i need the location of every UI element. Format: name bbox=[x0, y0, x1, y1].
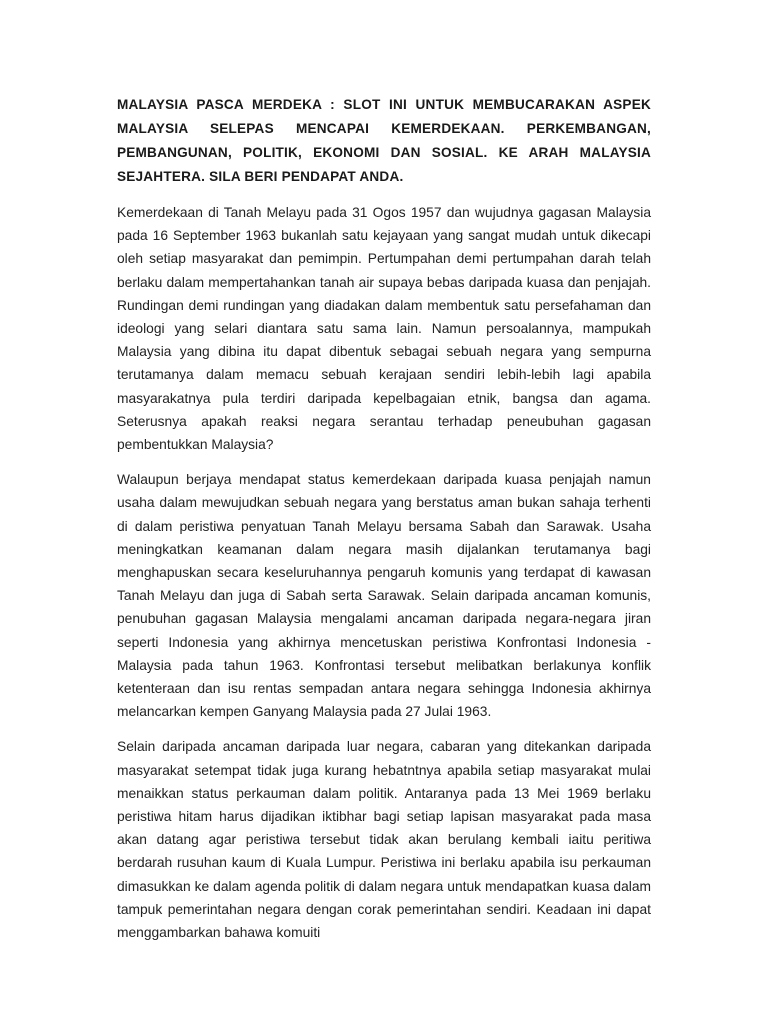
document-heading: MALAYSIA PASCA MERDEKA : SLOT INI UNTUK MEMBUCARAKAN ASPEK MALAYSIA SELEPAS MENCAPAI KEMERDEKAAN. PERKEMBANGAN, PEMBANGUNAN, POLITIK, EKONOMI DAN SOSIAL. KE ARAH MALAYSIA SEJAHTERA. SILA BERI PENDAPAT ANDA. bbox=[117, 97, 651, 184]
paragraph-3: Selain daripada ancaman daripada luar negara, cabaran yang ditekankan daripada masyarakat setempat tidak juga kurang hebatntnya apabila setiap masyarakat mulai menaikkan status perkauman dalam politik. Antaranya pada 13 Mei 1969 berlaku peristiwa hitam harus dijadikan iktibhar bagi setiap lapisan masyarakat pada masa akan datang agar peristiwa tersebut tidak akan berulang kembali iaitu peritiwa berdarah rusuhan kaum di Kuala Lumpur. Peristiwa ini berlaku apabila isu perkauman dimasukkan ke dalam agenda politik di dalam negara untuk mendapatkan kuasa dalam tampuk pemerintahan negara dengan corak pemerintahan sendiri. Keadaan ini dapat menggambarkan bahawa komuiti bbox=[117, 739, 651, 941]
document-body bbox=[117, 93, 651, 956]
paragraph-1: Kemerdekaan di Tanah Melayu pada 31 Ogos 1957 dan wujudnya gagasan Malaysia pada 16 September 1963 bukanlah satu kejayaan yang sangat mudah untuk dikecapi oleh setiap masyarakat dan pemimpin. Pertumpahan demi pertumpahan darah telah berlaku dalam mempertahankan tanah air supaya bebas daripada kuasa dan penjajah. Rundingan demi rundingan yang diadakan dalam membentuk satu persefahaman dan ideologi yang selari diantara satu sama lain. Namun persoalannya, mampukah Malaysia yang dibina itu dapat dibentuk sebagai sebuah negara yang sempurna terutamanya dalam memacu sebuah kerajaan sendiri lebih-lebih lagi apabila masyarakatnya pula terdiri daripada kepelbagaian etnik, bangsa dan agama. Seterusnya apakah reaksi negara serantau terhadap peneubuhan gagasan pembentukkan Malaysia? bbox=[117, 205, 651, 453]
paragraph-2: Walaupun berjaya mendapat status kemerdekaan daripada kuasa penjajah namun usaha dalam mewujudkan sebuah negara yang berstatus aman bukan sahaja terhenti di dalam peristiwa penyatuan Tanah Melayu bersama Sabah dan Sarawak. Usaha meningkatkan keamanan dalam negara masih dijalankan terutamanya bagi menghapuskan secara keseluruhannya pengaruh komunis yang terdapat di kawasan Tanah Melayu dan juga di Sabah serta Sarawak. Selain daripada ancaman komunis, penubuhan gagasan Malaysia mengalami ancaman daripada negara-negara jiran seperti Indonesia yang akhirnya mencetuskan peristiwa Konfrontasi Indonesia - Malaysia pada tahun 1963. Konfrontasi tersebut melibatkan berlakunya konflik ketenteraan dan isu rentas sempadan antara negara sehingga Indonesia akhirnya melancarkan kempen Ganyang Malaysia pada 27 Julai 1963. bbox=[117, 472, 651, 720]
